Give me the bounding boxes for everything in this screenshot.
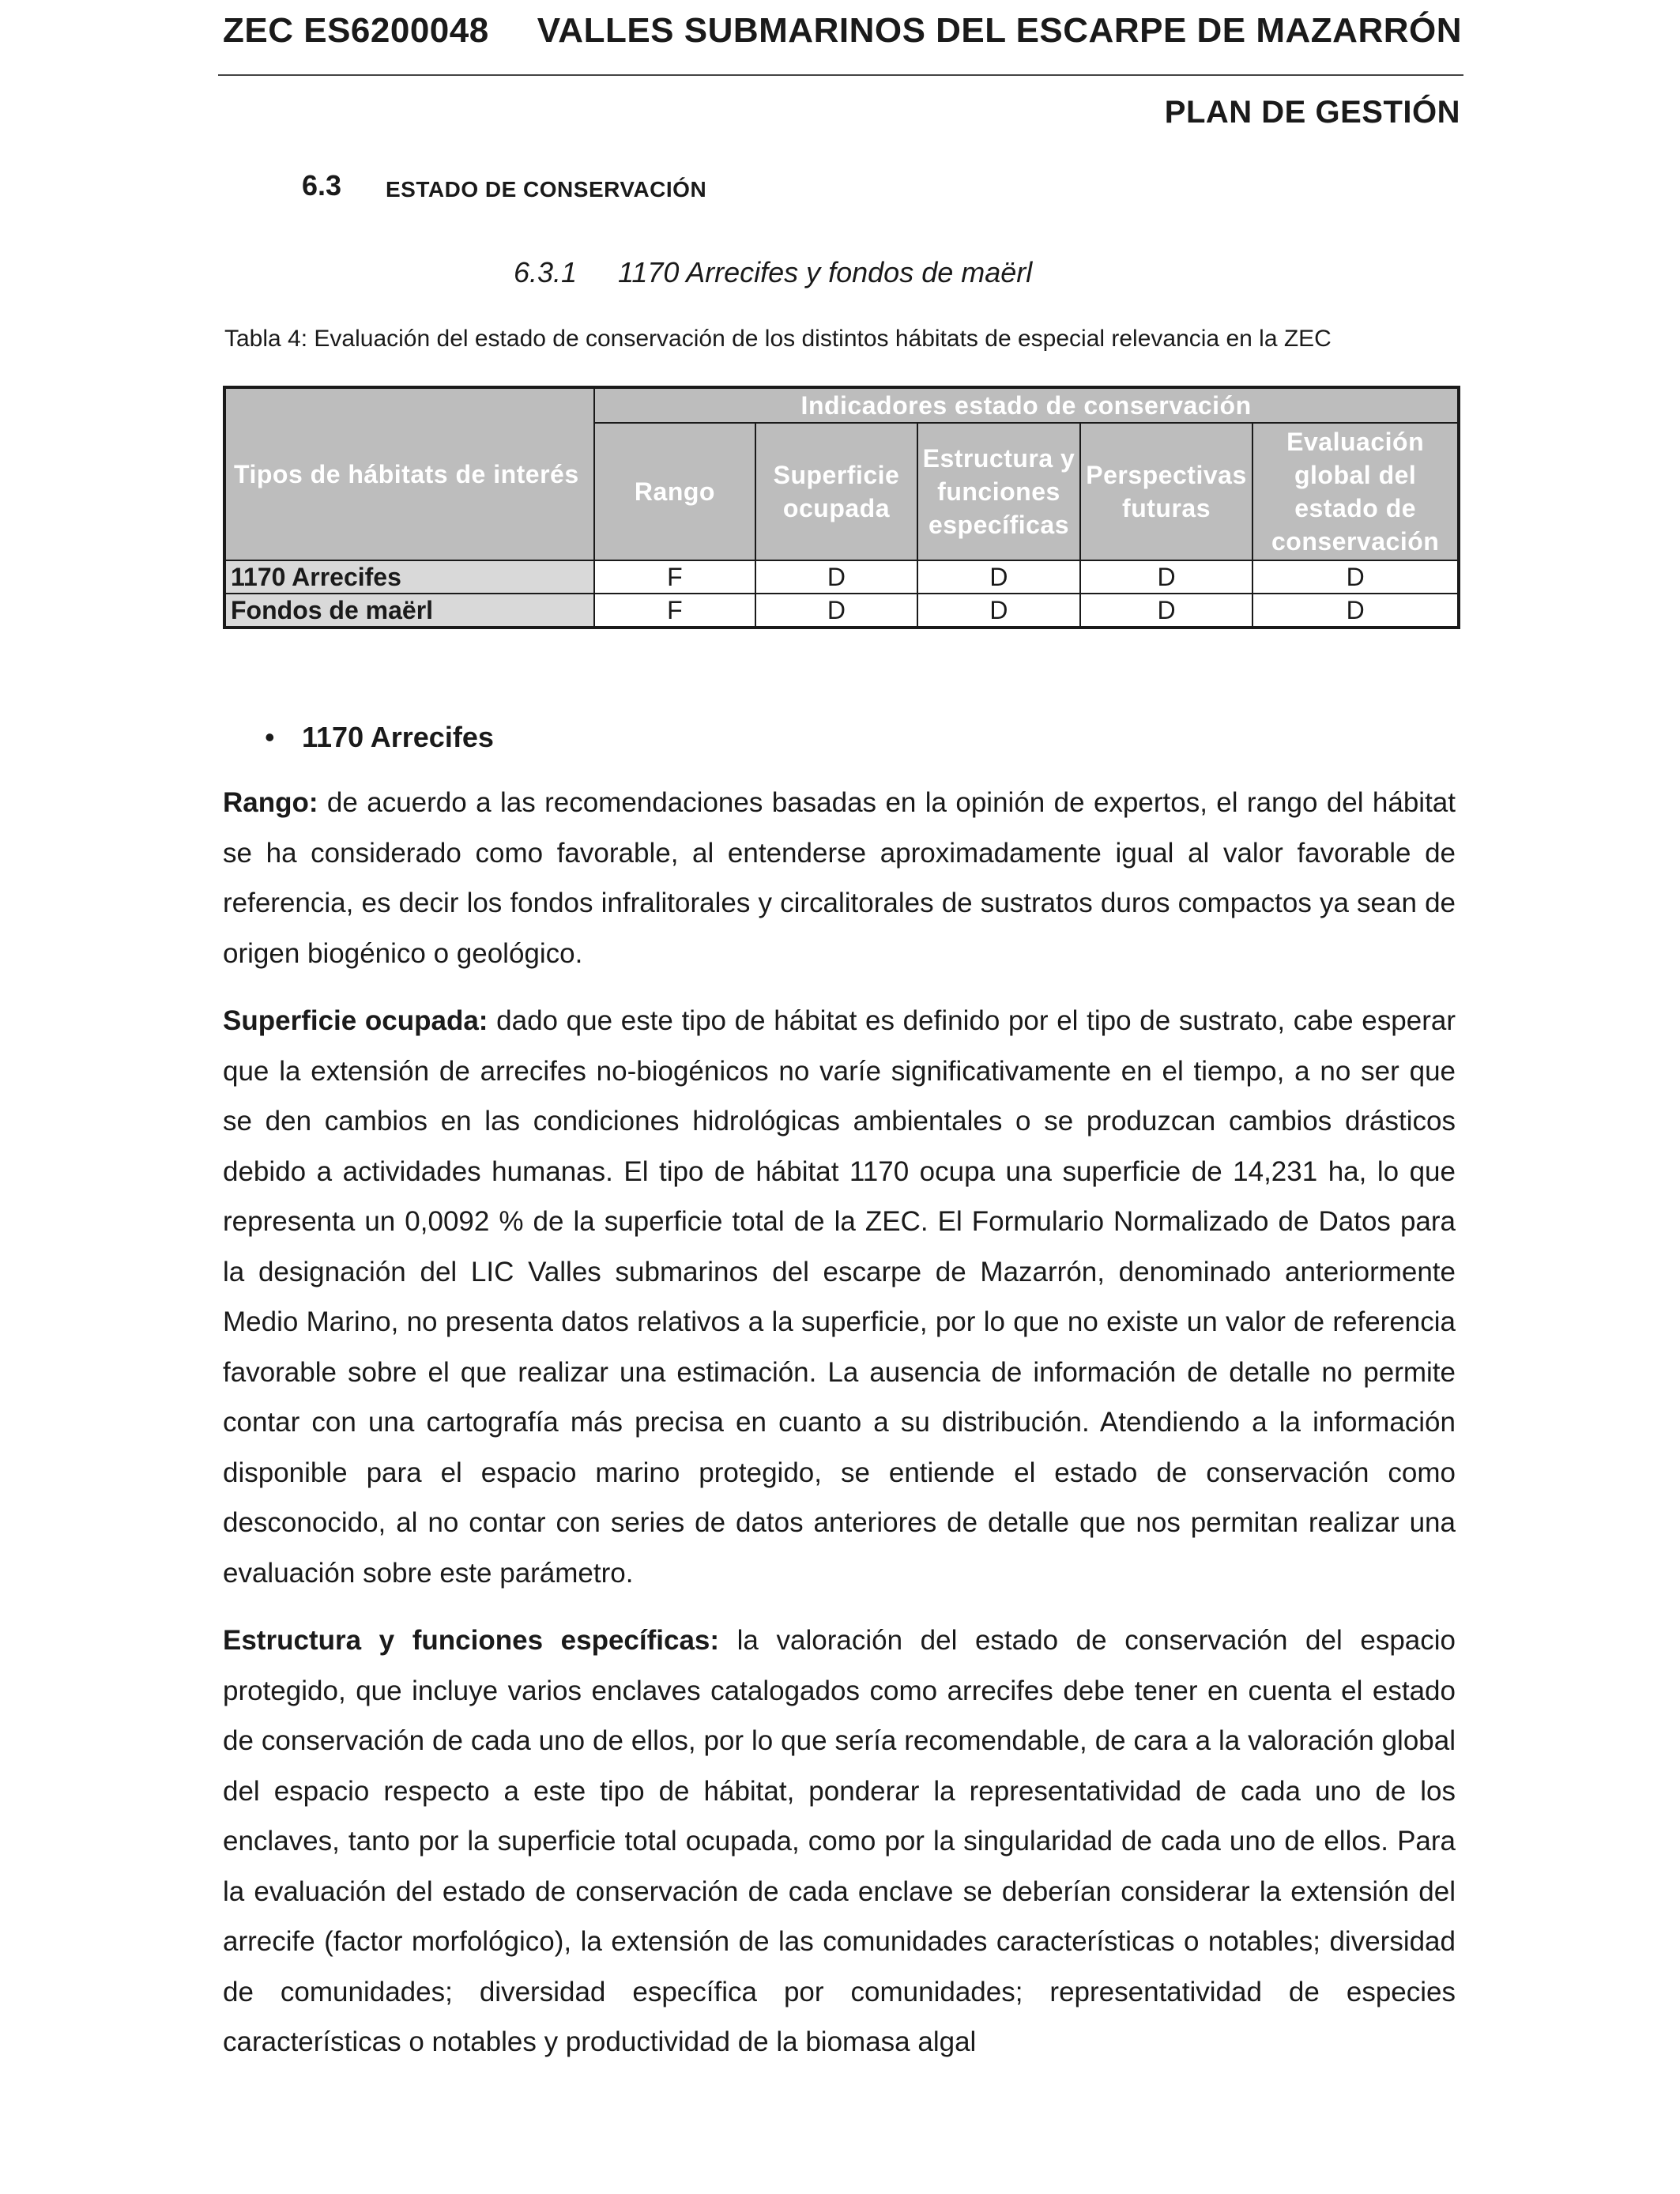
bullet-icon: •: [265, 721, 275, 753]
header-rule: [218, 74, 1463, 76]
paragraph-text: de acuerdo a las recomendaciones basadas en la opinión de expertos, el rango del hábitat se ha considerado como favorable, al entenderse aproximadamente igual al valor favorable de referencia, es decir los fondos infralitorales y circalitorales de sustratos duros compactos ya sean de origen biogénico o geológico.: [223, 787, 1456, 969]
table-cell: D: [1252, 560, 1459, 594]
section-number: 6.3: [302, 169, 342, 202]
paragraph-estructura: [223, 1615, 1456, 2068]
table-cell: D: [1080, 560, 1253, 594]
paragraph-superficie: [223, 996, 1456, 1598]
table-cell: D: [1080, 594, 1253, 628]
header-site-name: VALLES SUBMARINOS DEL ESCARPE DE MAZARRÓN: [537, 11, 1462, 50]
column-header-estructura: Estructura y funciones específicas: [917, 423, 1080, 560]
conservation-table: [223, 386, 1460, 629]
indicators-group-header: Indicadores estado de conservación: [594, 387, 1459, 423]
table-cell: F: [594, 560, 755, 594]
table-cell: D: [917, 594, 1080, 628]
subsection-number: 6.3.1: [514, 256, 578, 288]
paragraph-rango: [223, 778, 1456, 978]
table-caption: Tabla 4: Evaluación del estado de conservación de los distintos hábitats de especial relevancia en la ZEC: [224, 326, 1332, 352]
row-label: Fondos de maërl: [224, 594, 594, 628]
column-header-rango: Rango: [594, 423, 755, 560]
bullet-heading: 1170 Arrecifes: [302, 721, 494, 753]
paragraph-lead: Superficie ocupada:: [223, 1005, 488, 1036]
table-cell: D: [917, 560, 1080, 594]
paragraph-text: dado que este tipo de hábitat es definido por el tipo de sustrato, cabe esperar que la extensión de arrecifes no-biogénicos no varíe significativamente en el tiempo, a no ser que se den cambios en las condiciones hidrológicas ambientales o se produzcan cambios drásticos debido a actividades humanas. El tipo de hábitat 1170 ocupa una superficie de 14,231 ha, lo que representa un 0,0092 % de la superficie total de la ZEC. El Formulario Normalizado de Datos para la designación del LIC Valles submarinos del escarpe de Mazarrón, denominado anteriormente Medio Marino, no presenta datos relativos a la superficie, por lo que no existe un valor de referencia favorable sobre el que realizar una estimación. La ausencia de información de detalle no permite contar con una cartografía más precisa en cuanto a su distribución. Atendiendo a la información disponible para el espacio marino protegido, se entiende el estado de conservación como desconocido, al no contar con series de datos anteriores de detalle que nos permitan realizar una evaluación sobre este parámetro.: [223, 1005, 1456, 1589]
table-row: [224, 560, 1459, 594]
subsection-title: 1170 Arrecifes y fondos de maërl: [618, 256, 1033, 288]
table-cell: F: [594, 594, 755, 628]
paragraph-text: la valoración del estado de conservación del espacio protegido, que incluye varios enclaves catalogados como arrecifes debe tener en cuenta el estado de conservación de cada uno de ellos, por lo que sería recomendable, de cara a la valoración global del espacio respecto a este tipo de hábitat, ponderar la representatividad de cada uno de los enclaves, tanto por la superficie total ocupada, como por la singularidad de cada uno de ellos. Para la evaluación del estado de conservación de cada enclave se deberían considerar la extensión del arrecife (factor morfológico), la extensión de las comunidades características o notables; diversidad de comunidades; diversidad específica por comunidades; representatividad de especies características o notables y productividad de la biomasa algal: [223, 1625, 1456, 2057]
table-cell: D: [755, 560, 918, 594]
table-cell: D: [1252, 594, 1459, 628]
paragraph-lead: Estructura y funciones específicas:: [223, 1625, 720, 1656]
plan-title: PLAN DE GESTIÓN: [1164, 95, 1460, 130]
habitat-column-header: Tipos de hábitats de interés: [224, 387, 594, 560]
column-header-superficie: Superficie ocupada: [755, 423, 918, 560]
row-label: 1170 Arrecifes: [224, 560, 594, 594]
column-header-perspectivas: Perspectivas futuras: [1080, 423, 1253, 560]
section-title: ESTADO DE CONSERVACIÓN: [386, 177, 707, 202]
table-cell: D: [755, 594, 918, 628]
table-row: [224, 594, 1459, 628]
column-header-evaluacion-global: Evaluación global del estado de conservación: [1252, 423, 1459, 560]
header-site-code: ZEC ES6200048: [223, 11, 489, 50]
paragraph-lead: Rango:: [223, 787, 318, 818]
